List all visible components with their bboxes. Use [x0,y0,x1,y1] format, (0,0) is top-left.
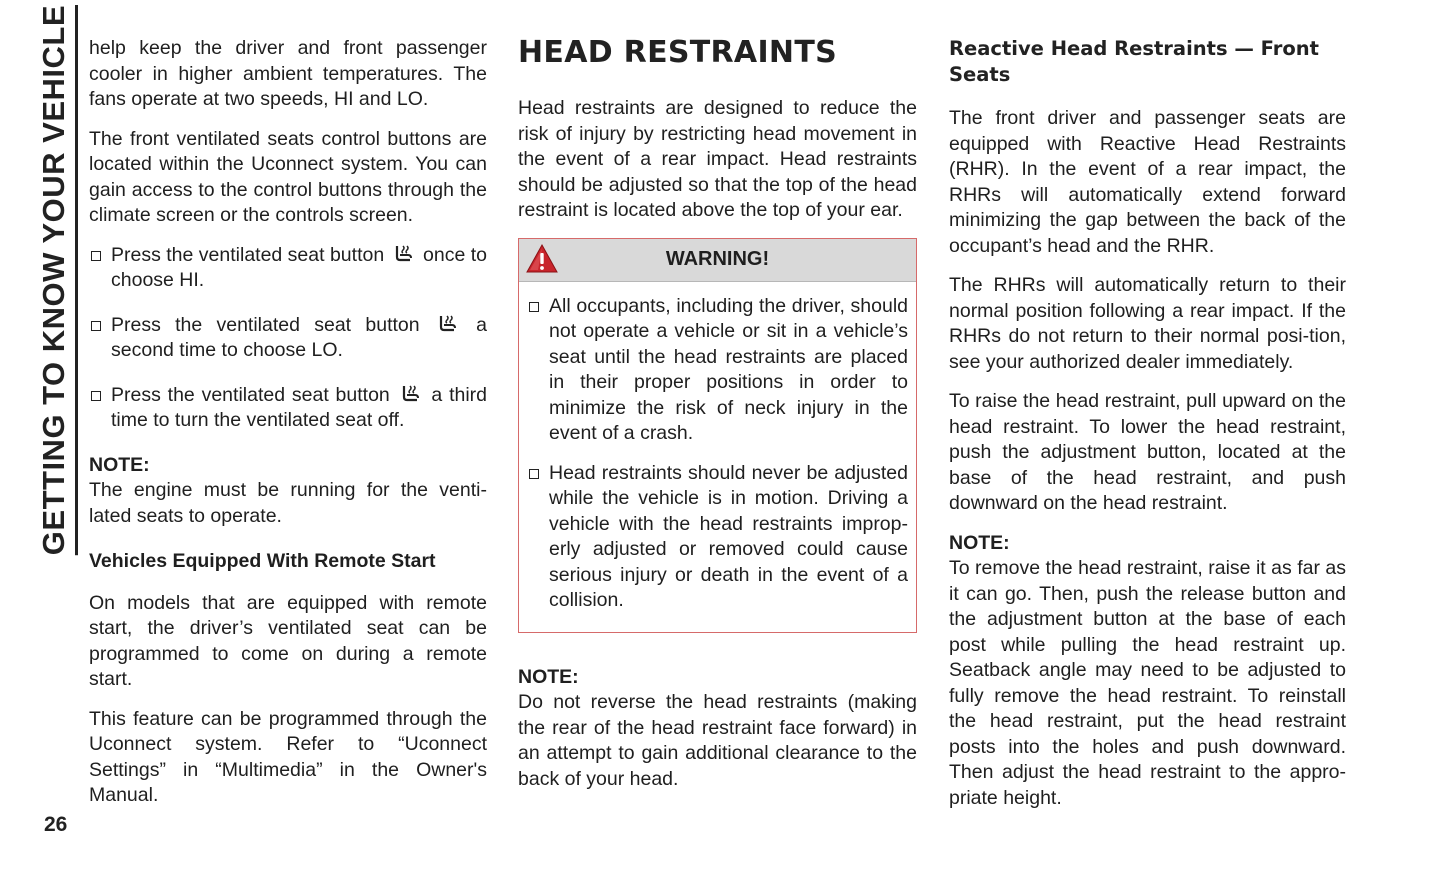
checkbox-bullet-icon [529,469,539,479]
bullet-text: Press the ventilated seat button [111,243,385,266]
column-2 [518,36,917,806]
section-title: GETTING TO KNOW YOUR VEHICLE [36,4,71,556]
checkbox-bullet-icon [91,251,101,261]
bullet-text: a second time to choose LO. [111,313,488,361]
subheading: Vehicles Equipped With Remote Start [89,550,436,572]
warning-triangle-icon [525,243,559,275]
bullet-text: a third time to turn the ventilated seat off. [111,383,488,431]
bullet-text: Press the ventilated seat button [111,383,390,406]
section-sidebar [32,4,76,556]
paragraph: This feature can be programmed through the Uconnect system. Refer to “Uconnect Settings” in “Multimedia” in the Owner's Manual. [89,707,487,806]
column-1 [89,36,487,823]
warning-box [518,238,917,633]
note-text: To remove the head restraint, raise it as far as it can go. Then, push the release button and the adjustment button at the base of each post while pulling the head restraint up. Seatback angle may need to be adjusted to fully remove the head restraint. To reinstall the head restraint, put the head restraint posts into the holes and push downward. Then adjust the head restraint to the appro-priate height. [949,557,1346,809]
paragraph: On models that are equipped with remote start, the driver’s ventilated seat can be programmed to come on during a remote start. [89,591,487,690]
list-item [89,383,487,434]
checkbox-bullet-icon [91,321,101,331]
ventilated-seat-icon [401,384,421,404]
paragraph: The RHRs will automatically return to their normal position following a rear impact. If the RHRs do not return to their normal posi-tion, see your authorized dealer immediately. [949,274,1346,373]
warning-title: WARNING! [665,247,770,270]
ventilated-seat-icon [438,314,458,334]
bullet-text: Press the ventilated seat button [111,313,420,336]
list-item [89,243,487,294]
note-label: NOTE: [518,665,579,688]
paragraph: The front ventilated seats control buttons are located within the Uconnect system. You can gain access to the control buttons through the climate screen or the controls screen. [89,127,487,226]
warning-text: Head restraints should never be adjusted while the vehicle is in motion. Driving a vehicle with the head restraints improp-erly adjusted or removed could cause serious injury or death in the event of a collision. [549,461,908,611]
warning-body [519,282,916,632]
page-number: 26 [44,813,68,836]
paragraph: help keep the driver and front passenger cooler in higher ambient temperatures. The fans operate at two speeds, HI and LO. [89,37,487,110]
list-item [89,313,487,364]
note-label: NOTE: [89,453,150,476]
section-heading: HEAD RESTRAINTS [518,35,837,70]
checkbox-bullet-icon [91,391,101,401]
warning-header [519,239,916,282]
column-3 [949,36,1346,825]
list-item [527,294,908,447]
list-item [527,461,908,614]
note-text: Do not reverse the head restraints (making the rear of the head restraint face forward) in an attempt to gain additional clearance to the back of your head. [518,691,917,790]
subsection-heading: Reactive Head Restraints — Front Seats [949,37,1319,86]
note-label: NOTE: [949,531,1010,554]
checkbox-bullet-icon [529,302,539,312]
warning-text: All occupants, including the driver, should not operate a vehicle or sit in a vehicle’s seat until the head restraints are placed in their proper positions in order to minimize the risk of neck injury in the event of a crash. [549,294,908,444]
paragraph: The front driver and passenger seats are equipped with Reactive Head Restraints (RHR). In the event of a rear impact, the RHRs will automatically extend forward minimizing the gap between the back of the occupant’s head and the RHR. [949,107,1346,257]
bullet-text: once to choose HI. [111,243,487,291]
ventilated-seat-icon [394,244,414,264]
paragraph: Head restraints are designed to reduce the risk of injury by restricting head movement in the event of a rear impact. Head restraints should be adjusted so that the top of the head restraint is located above the top of your ear. [518,97,917,221]
note-text: The engine must be running for the venti-lated seats to operate. [89,479,487,527]
paragraph: To raise the head restraint, pull upward on the head restraint. To lower the head restraint, push the adjustment button, located at the base of the head restraint, and push downward on the head restraint. [949,390,1346,514]
